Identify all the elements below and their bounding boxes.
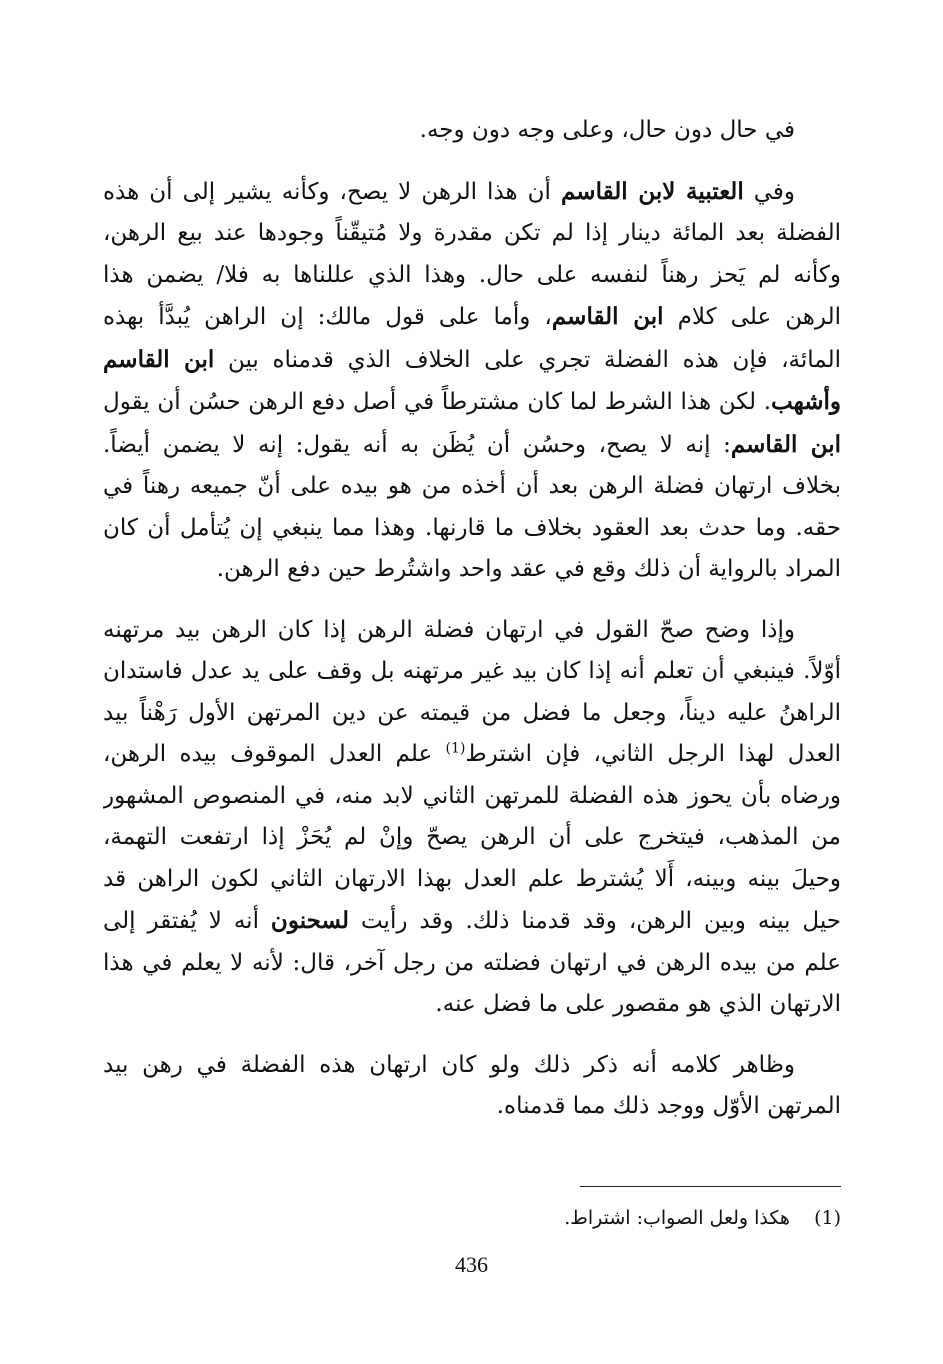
text-line [103, 466, 841, 508]
text-segment: علم من بيده الرهن في ارتهان فضلته من رجل آخر، قال: لأنه لا يعلم في هذا [103, 949, 841, 976]
bold-name: ابن القاسم [551, 303, 664, 330]
bold-name: العتبية لابن القاسم [560, 177, 744, 205]
text-line [103, 817, 841, 859]
text-line [103, 1045, 841, 1087]
text-segment: ، وأما على قول مالك: إن الراهن يُبدَّأ بهذه [103, 304, 552, 330]
text-line [103, 610, 841, 652]
text-segment: المرتهن الأوّل ووجد ذلك مما قدمناه. [496, 1093, 841, 1119]
text-segment: وكأنه لم يَحز رهناً لنفسه على حال. وهذا الذي عللناها به فلا/ يضمن هذا [103, 261, 841, 288]
text-segment: حيل بينه وبين الرهن، وقد قدمنا ذلك. وقد رأيت [349, 908, 841, 934]
text-segment: الرهن على كلام [663, 304, 841, 330]
text-segment: : إنه لا يصح، وحسُن أن يُظَن به أنه يقول: إنه لا يضمن أيضاً. [103, 431, 731, 458]
text-line [103, 984, 841, 1026]
text-line [103, 734, 841, 776]
text-segment: من المذهب، فيتخرج على أن الرهن يصحّ وإنْ لم يُحَزْ إذا ارتفعت التهمة، [103, 824, 841, 850]
paragraph [103, 1045, 841, 1128]
text-line [103, 508, 841, 550]
text-line [103, 651, 841, 693]
footnote-marker: (1) [814, 1207, 841, 1229]
footnote-text: هكذا ولعل الصواب: اشتراط. [564, 1207, 790, 1229]
text-line [103, 693, 841, 735]
text-line [103, 171, 841, 214]
text-segment: علم العدل الموقوف بيده الرهن، [103, 741, 446, 767]
page-body [103, 110, 841, 1147]
text-segment: المائة، فإن هذه الفضلة تجري على الخلاف الذي قدمناه بين [214, 346, 841, 373]
text-segment: أن هذا الرهن لا يصح، وكأنه يشير إلى أن هذه [103, 178, 561, 205]
footnote [400, 1203, 841, 1233]
text-line [103, 859, 841, 901]
footnote-divider [580, 1186, 841, 1187]
text-line [103, 900, 841, 943]
text-line [103, 776, 841, 818]
text-segment: في حال دون حال، وعلى وجه دون وجه. [419, 117, 795, 143]
text-segment: الفضلة بعد المائة دينار إذا لم تكن مقدرة ولا مُتيقّناً وجودها عند بيع الرهن، [103, 220, 841, 246]
text-segment: أنه لا يُفتقر إلى [103, 908, 271, 934]
text-line [103, 1086, 841, 1128]
text-segment: أوّلاً. فينبغي أن تعلم أنه إذا كان بيد غير مرتهنه بل وقف على يد عدل فاستدان [103, 658, 841, 684]
footnote-reference: (1) [445, 740, 466, 757]
text-line [103, 943, 841, 985]
paragraph [103, 610, 841, 1026]
text-line [103, 110, 841, 152]
text-segment: ورضاه بأن يحوز هذه الفضلة للمرتهن الثاني لابد منه، في المنصوص المشهور [103, 782, 841, 809]
text-line [103, 213, 841, 255]
text-line [103, 549, 841, 591]
text-segment: العدل لهذا الرجل الثاني، فإن اشترط [465, 741, 841, 767]
bold-name: ابن القاسم [103, 345, 215, 373]
text-line [103, 424, 841, 467]
bold-name: ابن القاسم [730, 430, 841, 458]
text-segment: بخلاف ارتهان فضلة الرهن بعد أن أخذه من هو بيده على أنّ جميعه رهناً في [103, 473, 841, 499]
text-line [103, 339, 841, 382]
text-segment: . لكن هذا الشرط لما كان مشترطاً في أصل دفع الرهن حسُن أن يقول [103, 389, 772, 415]
text-line [103, 381, 841, 424]
text-segment: الارتهان الذي هو مقصور على ما فضل عنه. [435, 991, 841, 1017]
page-number: 436 [455, 1252, 488, 1277]
text-segment: المراد بالرواية أن ذلك وقع في عقد واحد واشتُرط حين دفع الرهن. [216, 556, 841, 582]
bold-name: وأشهب [771, 388, 841, 415]
text-segment: وظاهر كلامه أنه ذكر ذلك ولو كان ارتهان هذه الفضلة في رهن بيد [103, 1051, 795, 1078]
text-segment: وحيلَ بينه وبينه، أَلا يُشترط علم العدل بهذا الارتهان الثاني لكون الراهن قد [103, 865, 841, 892]
text-segment: الراهنُ عليه ديناً، وجعل ما فضل من قيمته عن دين المرتهن الأول رَهْناً بيد [103, 699, 841, 726]
text-line [103, 255, 841, 297]
text-segment: وإذا وضح صحّ القول في ارتهان فضلة الرهن إذا كان الرهن بيد مرتهنه [103, 616, 795, 643]
text-segment: وفي [743, 178, 796, 205]
bold-name: لسحنون [270, 907, 350, 934]
paragraph [103, 110, 841, 152]
text-segment: حقه. وما حدث بعد العقود بخلاف ما قارنها. وهذا مما ينبغي إن يُتأمل أن كان [103, 514, 841, 541]
paragraph [103, 171, 841, 591]
text-line [103, 296, 841, 339]
